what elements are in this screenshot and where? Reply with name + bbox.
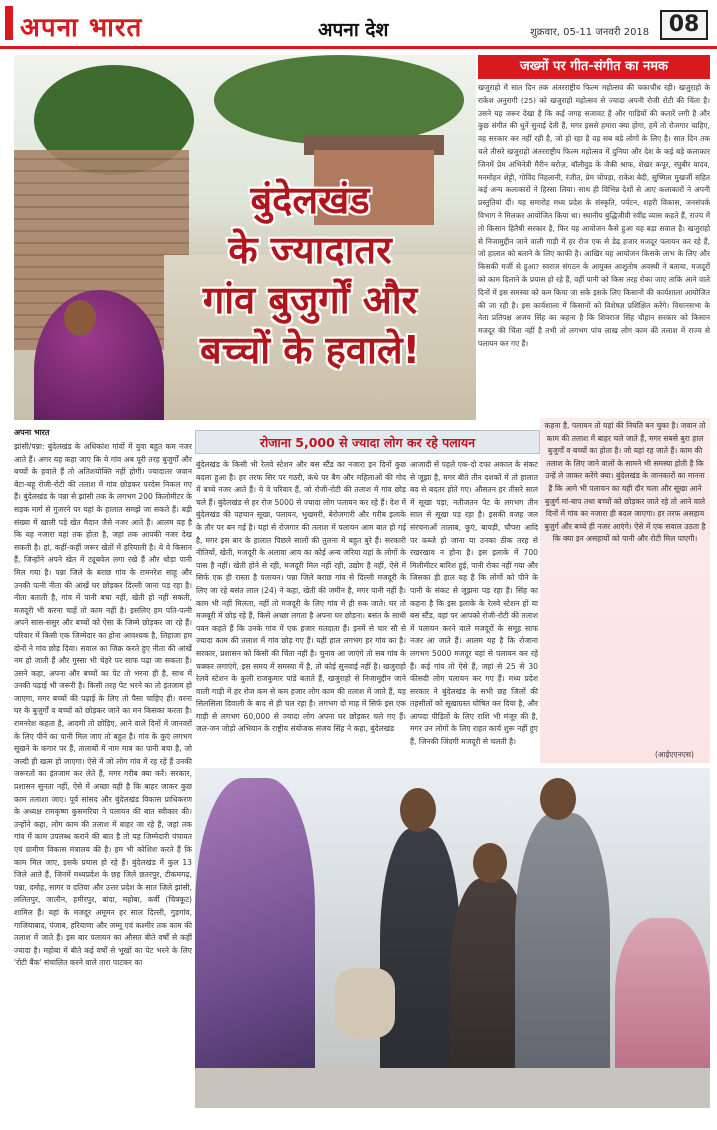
subhead-text: रोजाना 5,000 से ज्यादा लोग कर रहे पलायन (259, 435, 476, 450)
masthead: अपना भारत (20, 13, 143, 43)
page-number: 08 (660, 10, 708, 40)
masthead-bar (5, 6, 13, 40)
man-figure (380, 828, 460, 1108)
headline-line: बुंदेलखंड (250, 178, 370, 222)
sidebar-title: जख्मों पर गीत-संगीत का नमक (478, 55, 710, 79)
byline: अपना भारत (14, 428, 50, 437)
article-column-3: आजादी से पहले एक-दो दफा अकाल के संकट से जूझा है, मगर बीते तीन दशकों में तो हालात बद से बदतर होते गए। औसतन हर तीसरे साल में सूखा पड़ा, नतीजतन पेट के लगभग तीन साल से सूखा पड़ रहा है। इसकी वजह जल संरचनाओं तालाब, कुएं, बावड़ी, चौपरा आदि पर कब्जे हो जाना या उनका ठीक तरह से रखरखाव न होना है। इस इलाके में 700 मिलीमीटर बारिश हुई, पानी रोका नहीं गया और जिसका ही हाल यह है कि लोगों को पीने के पानी के संकट से जूझना पड़ रहा है। सिंह का कहना है कि इस इलाके के रेलवे स्टेशन हों या बस स्टैंड, वहां पर आपको रोजी-रोटी की तलाश में पलायन करने वाले मजदूरों के समूह साफ नजर आ जाते हैं। आलम यह है कि रोजाना लगभग 5000 मजदूर यहां से पलायन कर रहे हैं। कई गांव तो ऐसे हैं, जहां से 25 से 30 फीसदी लोग पलायन कर गए हैं। मध्य प्रदेश सरकार ने बुंदेलखंड के सभी छह जिलों की तहसीलों को सूखाग्रस्त घोषित कर दिया है, और आपदा पीड़ितों के लिए राशि भी मंजूर की है, मगर उन लोगों के लिए राहत कार्य शुरू नहीं हुए हैं, जिनकी जिंदगी मजदूरी से चलती है। (410, 460, 538, 747)
man-figure (515, 813, 610, 1108)
section-title: अपना देश (318, 19, 389, 41)
luggage-bundle (335, 968, 395, 1038)
headline-line: बच्चों के हवाले! (200, 328, 420, 372)
tree-shape (214, 55, 464, 145)
main-headline (150, 175, 470, 375)
head-shape (400, 788, 436, 832)
dateline: शुक्रवार, 05-11 जनवरी 2018 (530, 27, 650, 38)
column-4-text: कहना है, पलायन तो यहां की नियति बन चुका है। जवान तो काम की तलाश में बाहर चले जाते हैं, मगर सबसे बुरा हाल बुजुर्गों व बच्चों का होता है। जो यहां रह जाते हैं। काम की तलाश के लिए जाने वालों के सामने भी समस्या होती है कि उन्हें ले जाकर करेंगे क्या। बुंदेलखंड के जानकारों का मानना है कि आगे भी पलायन का यही दौर चला और सूखा आने बुजुर्ग मां-बाप तथा बच्चों को छोड़कर जाते रहे तो आने वाले दिनों में गांव का नजारा ही बदल जाएगा। हर तरफ असहाय बुजुर्ग और बच्चे ही नजर आएंगे। ऐसे में एक सवाल उठता है कि क्या इन असहायों को पानी और रोटी मिल पाएगी। (544, 421, 706, 544)
headline-line: गांव बुजुर्गों और (202, 278, 418, 322)
article-column-1: झांसी/पन्ना: बुंदेलखंड के अधिकांश गांवों में युवा बहुत कम नजर आते हैं। अगर यह कहा जाए कि ये गांव अब पूरी तरह बुजुर्गों और बच्चों के हवाले हैं तो अतिशयोक्ति नहीं होगी। ज्यादातर जवान बेटा-बहू रोजी-रोटी की तलाश में गांव छोड़कर परदेस निकल गए हैं। बुंदेलखंड के पन्ना से झांसी तक के लगभग 200 किलोमीटर के सड़क मार्ग से गुजरने पर यहां के हालात समझे जा सकते हैं। बड़ी संख्या में खाली पड़े खेत मैदान जैसे नजर आते हैं। आलम यह है कि यह नजारा वहां तक होता है, जहां तक आपकी नजर देख सकती है। हां, कहीं-कहीं जरूर खेतों में हरियाली है। ये वे किसान हैं, जिन्होंने अपने खेत में ट्यूबवेल लगा रखे हैं और थोड़ा पानी मिल गया है। पन्ना जिले के बराछ गांव के रामनरेश साहू और उनकी पत्नी नीता की आंखें घर छोड़कर दिल्ली जाना पड़ रहा है। नीता बताती है, गांव में पानी बचा नहीं, खेती हो नहीं सकती, मजदूरी भी करना चाहें तो काम नहीं है। इसलिए हम पति-पत्नी अपने सास-ससुर और बच्चों को ऐसा के जिम्मे छोड़कर जा रहे हैं। परिवार में किसी एक जिम्मेदार का होना आवश्यक है, लिहाजा हम दोनों ने गांव छोड़ दिया। सवाल का जिक्र करते हुए नीता की आंखें नम हो जाती हैं और गुस्सा भी चेहरे पर साफ पढ़ा जा सकता है। उसने कहा, अपना और बच्चों का पेट तो भरना ही है, साथ में उनकी पढ़ाई भी जरूरी है। किसी तरह पेट भरने का तो इंतजाम हो जाएगा, मगर बच्चों की पढ़ाई के लिए तो पैसा चाहिए ही। वरना घर के बुजुर्गों व बच्चों को छोड़कर जाने का मन किसका करता है। रामनरेश कहता है, आदमी तो छोड़िए, आने वाले दिनों में जानवरों के लिए पीने का पानी मिल जाए तो बहुत है। गांव के कुएं लगभग सूखने के कगार पर हैं, तालाबों में नाम मात्र का पानी बचा है, जो जल्दी ही खत्म हो जाएगा। ऐसे में जो लोग गांव में रह रहे हैं उनकी जरूरतों का इंतजाम कर लेते हैं, मगर गरीब क्या करें। सरकार, प्रशासन सुनता नहीं, ऐसे में अच्छा यही है कि बाहर जाकर कुछ काम तलाशा जाए। पूर्व सांसद और बुंदेलखंड विकास प्राधिकरण के अध्यक्ष रामकृष्ण कुसमरिया ने पलायन की बात स्वीकार की। उन्होंने कहा, लोग काम की तलाश में बाहर जा रहे हैं, जहां तक गांव में काम उपलब्ध कराने की बात है तो यह जिम्मेदारी पंचायत एवं ग्रामीण विकास मंत्रालय की है। हम भी कोशिश करते हैं कि काम मिल जाए, इसके प्रयास हो रहे हैं। बुंदेलखंड में कुल 13 जिले आते हैं, जिनमें मध्यप्रदेश के छह जिले छतरपुर, टीकमगढ़, पन्ना, दमोह, सागर व दतिया और उत्तर प्रदेश के सात जिले झांसी, ललितपुर, जालौन, हमीरपुर, बांदा, महोबा, कर्वी (चित्रकूट) शामिल हैं। यहां के मजदूर अमूमन हर साल दिल्ली, गुड़गांव, गाजियाबाद, पंजाब, हरियाणा और जम्मू एवं कश्मीर तक काम की तलाश में जाते हैं। इस बार पलायन का औसत बीते वर्षों से कहीं ज्यादा है। महोबा में बीते कई वर्षों से भूखों का पेट भरने के लिए 'रोटी बैंक' संचालित करने वाले तारा पाटकर का (14, 442, 192, 968)
woman-in-saree-figure (195, 778, 315, 1108)
sidebar-text: खजुराहो में सात दिन तक अंतरराष्ट्रीय फिल्म महोत्सव की चकाचौंध रही। खजुराहो के राकेश अनुरागी (25) को खजुराहो महोत्सव से ज्यादा अपनी रोजी रोटी की चिंता है। उसने यह जरूर देखा है कि कई जगह सजावट है और गाड़ियों की कतारें लगी है और कुछ संगीत की धुनें सुनाई देती हैं, मगर इससे हमारा क्या होगा, हमें तो रोजगार चाहिए, वह सरकार कर नहीं रही है, जो हो रहा है वह सब बड़े लोगों के लिए है। सात दिन तक चले तीसरे खजुराहो अंतरराष्ट्रीय फिल्म महोत्सव में दुनिया और देश के कई बड़े कलाकार जिनमें प्रेम अभिनेत्री मैरीन बरोज़, बॉलीवुड के जैकी श्राफ, शेखर कपूर, रघुबीर यादव, मनमोहन शेट्टी, गोविंद निहलानी, रंजीत, प्रेम चोपड़ा, राकेश बेदी, सुष्मिता मुखर्जी सहित कई अन्य कलाकारों ने हिस्सा लिया। साथ ही विभिन्न देशों से आए कलाकारों ने अपनी प्रस्तुतियां दीं। यह समारोह मध्य प्रदेश के संस्कृति, पर्यटन, शहरी विकास, जनसंपर्क विभाग ने मिलकर आयोजित किया था। स्थानीय बुद्धिजीवी रवींद्र व्यास कहते हैं, राज्य में तो किसान हितैषी सरकार है, फिर यह आयोजन कैसे हुआ यह बड़ा सवाल है। खजुराहो से निजामुद्दीन जाने वाली गाड़ी में हर रोज एक से डेढ़ हजार मजदूर पलायन कर रहे हैं, जो हालात को बताने के लिए काफी है। आखिर यह आयोजन किसके लाभ के लिए और किसकी मर्जी से हुआ? स्वराज संगठन के आयुक्त आशुतोष अवस्थी ने बताया, मजदूरों को काम दिलाने के प्रयास हो रहे हैं, वहीं पानी को किस तरह रोका जाए ताकि आने वाले दिनों में इस समस्या को कम किया जा सके इसके लिए किसानों की कार्यशाला आयोजित की जा रही है। इस कार्यशाला में किसानों को विशेषज्ञ प्रशिक्षित करेंगे। विधानसभा के नेता प्रतिपक्ष अजय सिंह का कहना है कि शिवराज सिंह चौहान सरकार को किसान मजदूर की चिंता नहीं है तभी तो लगभग पांच लाख लोग काम की तलाश में राज्य से पलायन कर गए हैं। (478, 83, 710, 348)
head-shape (540, 778, 576, 820)
face-shape (64, 300, 96, 336)
article-column-4 (540, 418, 710, 763)
article-column-2: बुंदेलखंड के किसी भी रेलवे स्टेशन और बस स्टैंड का नजारा इन दिनों कुछ बदला हुआ है। हर तरफ सिर पर गठरी, कंधे पर बैग और महिलाओं की गोद में बच्चे नजर आते हैं। ये वे परिवार हैं, जो रोजी-रोटी की तलाश में गांव छोड़ चले हैं। बुंदेलखंड से हर रोज 5000 से ज्यादा लोग पलायन कर रहे हैं। देश में बुंदेलखंड की पहचान सूखा, पलायन, भुखमरी, बेरोजगारी और गरीब इलाके के तौर पर बन गई है। यहां से रोजगार की तलाश में पलायन आम बात हो गई है, मगर इस बार के हालात पिछले सालों की तुलना में बहुत बुरे हैं। सरकारी नीतियों, खेती, मजदूरी के अलावा आय का कोई अन्य जरिया यहां के लोगों के पास है नहीं। खेती होने से रही, मजदूरी मिल नहीं रही, उद्योग है नहीं, ऐसे में सिर्फ एक ही रास्ता है पलायन। पन्ना जिले बराछ गांव से दिल्ली मजदूरी के लिए जा रहे बसंत लाल (24) ने कहा, खेती की जमीन है, मगर पानी नहीं है। काम भी नहीं मिलता, नहीं तो मजदूरी के लिए गांव में ही रुक जाते। घर तो मजबूरी में छोड़ रहे हैं, किसे अच्छा लगता है अपना घर छोड़ना। बसंत के साथी पवन कहते हैं कि उनके गांव में एक हजार मतदाता हैं। इनमें से चार सौ से ज्यादा काम की तलाश में गांव छोड़ गए हैं। यही हाल लगभग हर गांव का है। सरकार, प्रशासन को किसी की चिंता नहीं है। चुनाव आ जाएंगे तो सब गांव के चक्कर लगाएंगे, इस समय में समस्या में है, तो कोई सुनवाई नहीं है। खजुराहो रेलवे स्टेशन के कुली राजकुमार पांडे बताते हैं, खजुराहो से निजामुद्दीन जाने वाली गाड़ी में हर रोज कम से कम हजार लोग काम की तलाश में जाते हैं, यह सिलसिला दिवाली के बाद से ही चल रहा है। लगभग दो माह में सिर्फ इस एक गाड़ी से लगभग 60,000 से ज्यादा लोग अपना घर छोड़कर चले गए हैं। जल-जन जोड़ो अभियान के राष्ट्रीय संयोजक संजय सिंह ने कहा, बुंदेलखंड (196, 460, 406, 734)
platform-floor (195, 1068, 710, 1108)
header-rule (0, 46, 717, 49)
headline-line: के ज्यादातर (228, 228, 392, 272)
migrants-photo (195, 768, 710, 1108)
news-credit: (आईएएनएस) (655, 750, 694, 759)
head-shape (473, 843, 507, 883)
